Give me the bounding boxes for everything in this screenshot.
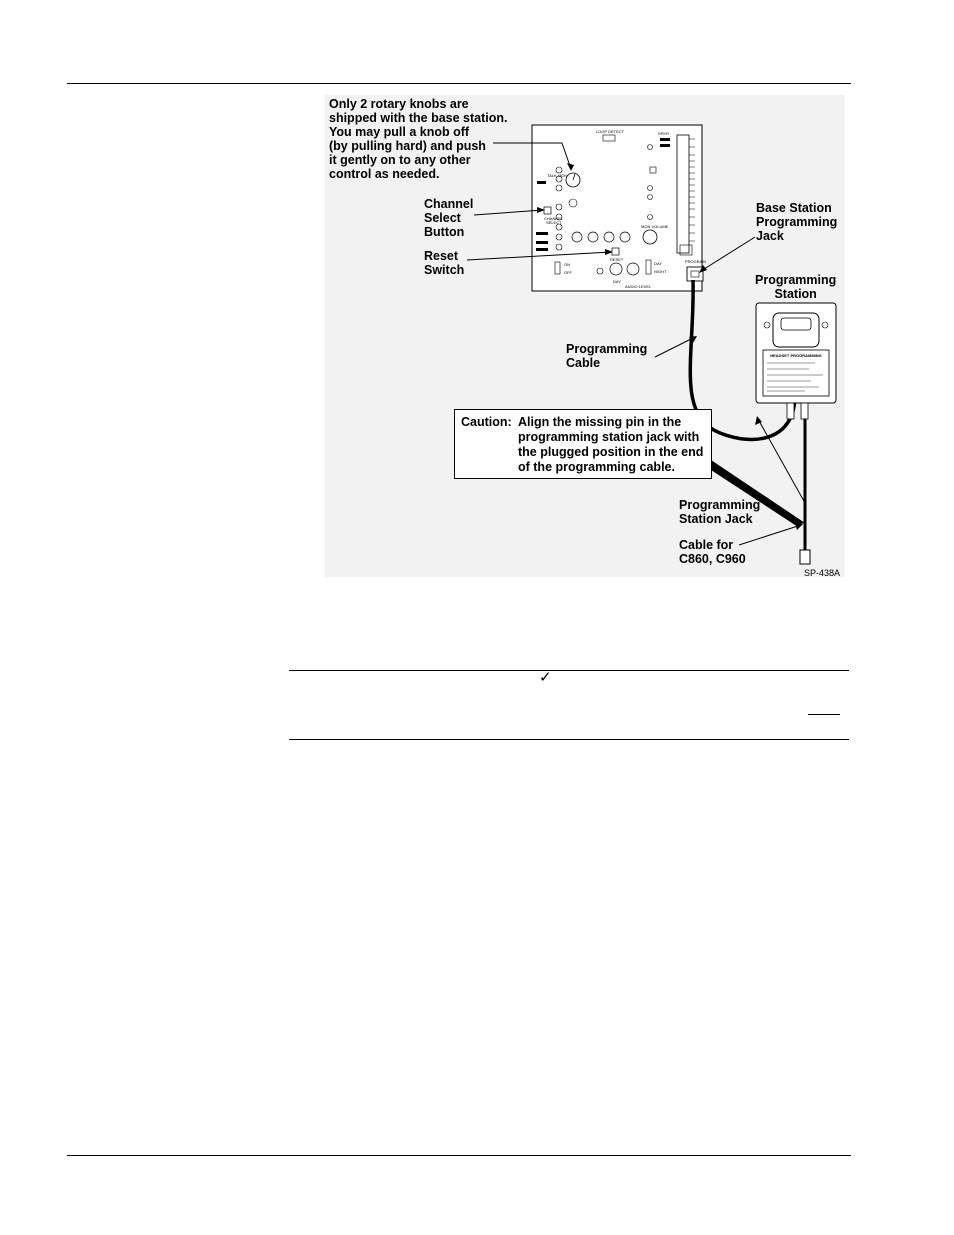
header-rule bbox=[67, 83, 851, 84]
callout-programming-station: Programming Station bbox=[755, 273, 837, 301]
station-card-title: HEADSET PROGRAMMING bbox=[770, 353, 822, 358]
board-label-select: SELECT bbox=[546, 220, 562, 225]
table-bottom-rule bbox=[289, 739, 849, 740]
callout-channel-select: Channel Select Button bbox=[424, 197, 474, 239]
base-station-figure bbox=[325, 95, 845, 577]
board-label-reset: RESET bbox=[610, 257, 624, 262]
callout-knobs: Only 2 rotary knobs are shipped with the base station. You may pull a knob off (by pulling hard) and push it gently on to any other control as needed. bbox=[329, 97, 508, 181]
board-label-talk-mon: TALK MON bbox=[547, 173, 568, 178]
board-label-program: PROGRAM bbox=[685, 259, 706, 264]
callout-cable-for: Cable for C860, C960 bbox=[679, 538, 746, 566]
callout-programming-cable: Programming Cable bbox=[566, 342, 648, 370]
program-jack bbox=[687, 267, 703, 281]
board-label-channel: CHANNEL bbox=[544, 216, 564, 221]
caution-text: Align the missing pin in the programming station jack with the plugged position in the end of the programming cable. bbox=[518, 415, 704, 474]
caution-box bbox=[454, 409, 712, 479]
board-label-on: ON bbox=[564, 262, 570, 267]
footer-rule bbox=[67, 1155, 851, 1156]
c860-connector bbox=[800, 550, 810, 564]
board-label-off: OFF bbox=[564, 270, 572, 275]
station-jack bbox=[787, 403, 794, 419]
board-label-loop-detect: LOOP DETECT bbox=[595, 129, 625, 134]
board-outline bbox=[532, 125, 702, 291]
callout-base-station-jack: Base Station Programming Jack bbox=[756, 201, 838, 243]
board-label-spkr: SPKR bbox=[658, 131, 669, 136]
callout-station-jack: Programming Station Jack bbox=[679, 498, 761, 526]
board-label-audio-level: AUDIO LEVEL bbox=[625, 284, 652, 289]
board-label-night-day: DAY bbox=[654, 261, 662, 266]
board-label-day: DAY bbox=[613, 279, 621, 284]
board-label-night: NIGHT bbox=[654, 269, 667, 274]
figure-reference-code: SP-438A bbox=[804, 568, 841, 578]
check-mark-icon: ✓ bbox=[539, 669, 552, 686]
table-top-rule bbox=[289, 670, 849, 671]
board-label-mon-volume: MON VOLUME bbox=[641, 224, 669, 229]
blank-line bbox=[808, 714, 840, 715]
caution-label: Caution: bbox=[461, 415, 512, 429]
callout-reset-switch: Reset Switch bbox=[424, 249, 465, 277]
